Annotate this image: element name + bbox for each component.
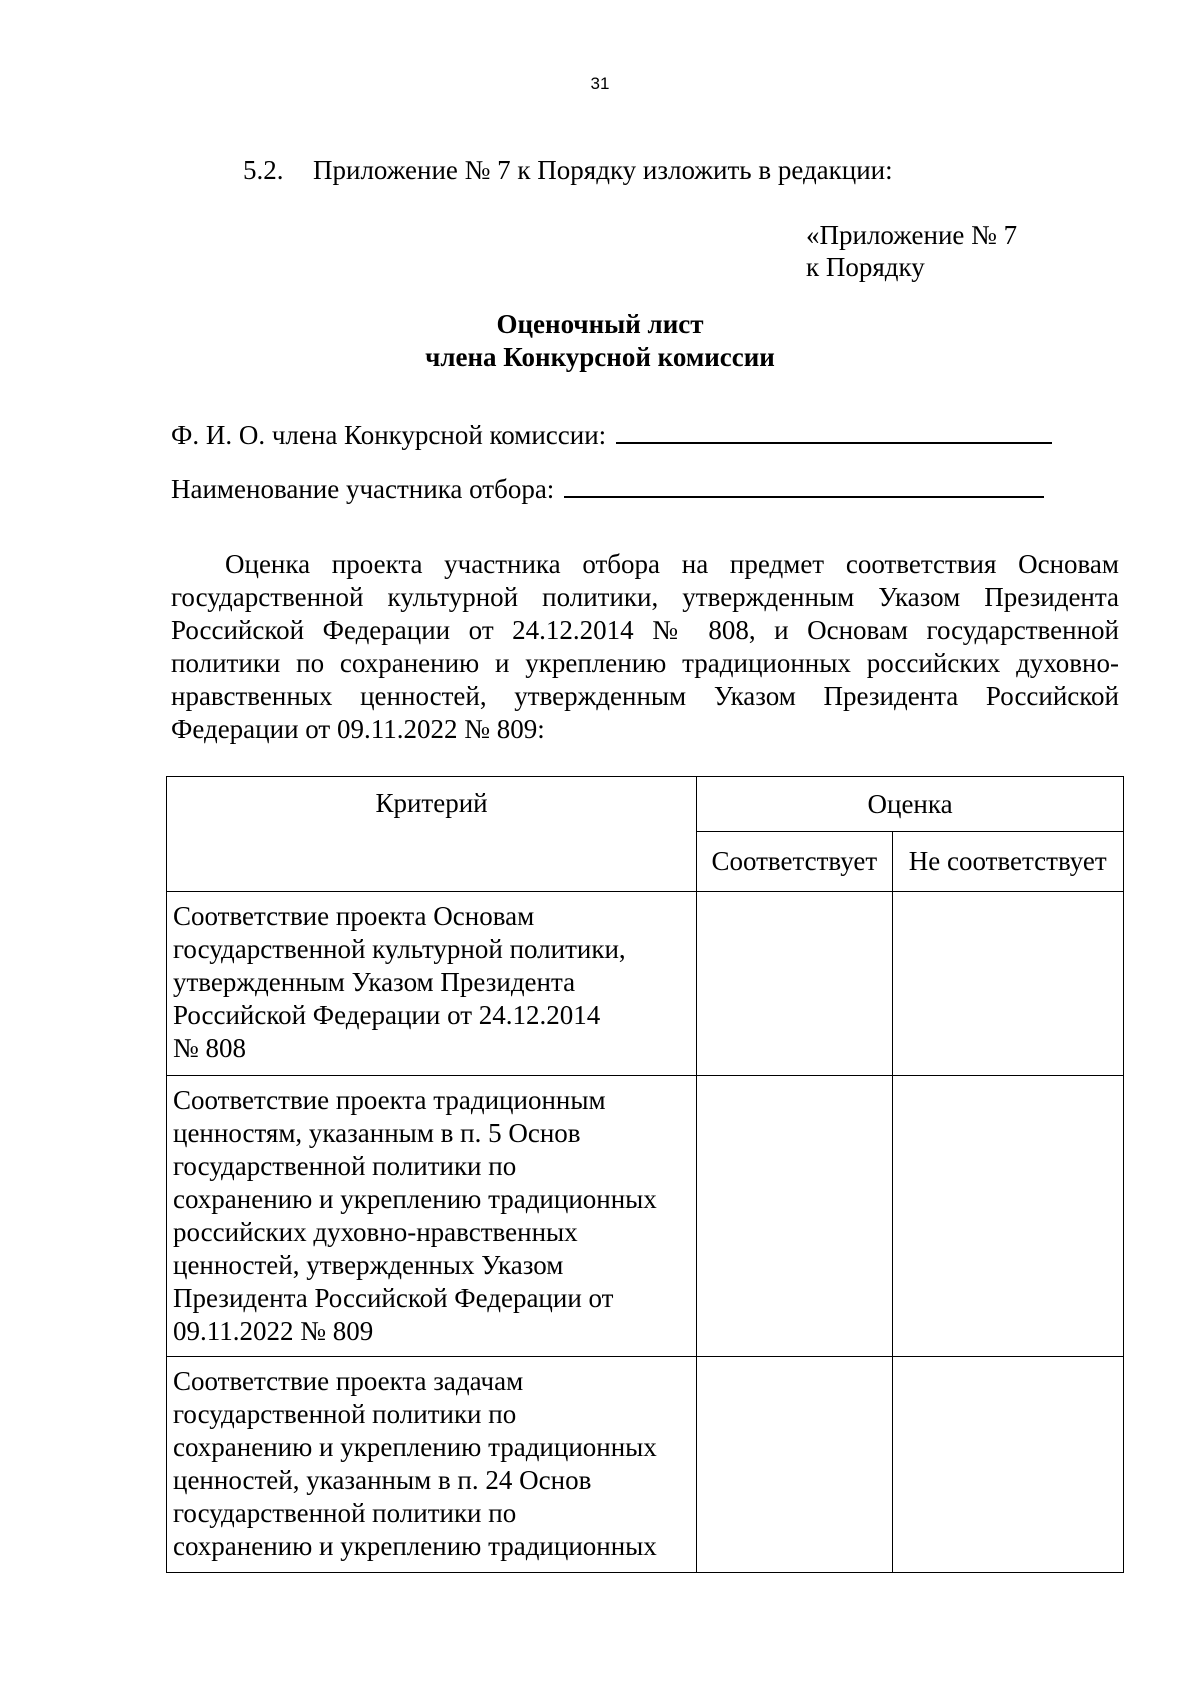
nomatch-cell[interactable] <box>892 1076 1124 1357</box>
criterion-line: российских духовно-нравственных <box>173 1217 578 1247</box>
header-criterion: Критерий <box>167 777 697 892</box>
participant-name-field <box>171 473 1044 505</box>
intro-line: политики по сохранению и укреплению традиционных российских духовно- <box>171 648 1119 678</box>
criterion-line: 09.11.2022 № 809 <box>173 1316 374 1346</box>
criterion-line: сохранению и укреплению традиционных <box>173 1184 657 1214</box>
criterion-line: государственной политики по <box>173 1498 517 1528</box>
member-name-field <box>171 419 1052 451</box>
match-cell[interactable] <box>697 1357 892 1573</box>
match-cell[interactable] <box>697 1076 892 1357</box>
criterion-line: Соответствие проекта задачам <box>173 1366 524 1396</box>
table-row <box>167 1357 1124 1573</box>
criterion-line: ценностей, утвержденных Указом <box>173 1250 564 1280</box>
intro-line: Российской Федерации от 24.12.2014 № 808, и Основам государственной <box>171 615 1119 645</box>
criterion-line: утвержденным Указом Президента <box>173 967 576 997</box>
intro-paragraph <box>171 548 1119 746</box>
criterion-cell <box>167 1076 697 1357</box>
header-score: Оценка <box>697 777 1124 832</box>
criterion-line: ценностей, указанным в п. 24 Основ <box>173 1465 592 1495</box>
criterion-line: Соответствие проекта Основам <box>173 901 535 931</box>
criterion-line: государственной культурной политики, <box>173 934 626 964</box>
criterion-line: сохранению и укреплению традиционных <box>173 1432 657 1462</box>
criterion-line: № 808 <box>173 1033 247 1063</box>
header-match: Соответствует <box>697 832 892 892</box>
criterion-line: ценностям, указанным в п. 5 Основ <box>173 1118 581 1148</box>
table-row <box>167 1076 1124 1357</box>
participant-name-label: Наименование участника отбора: <box>171 474 555 504</box>
nomatch-cell[interactable] <box>892 892 1124 1076</box>
table-row <box>167 892 1124 1076</box>
annex-line-2: к Порядку <box>806 252 925 282</box>
match-cell[interactable] <box>697 892 892 1076</box>
title-line-2: члена Конкурсной комиссии <box>425 342 775 372</box>
criterion-line: государственной политики по <box>173 1399 517 1429</box>
amendment-number: 5.2. <box>243 155 284 185</box>
annex-line-1: «Приложение № 7 <box>806 220 1018 250</box>
participant-name-blank[interactable] <box>564 474 1044 498</box>
criterion-line: Соответствие проекта традиционным <box>173 1085 606 1115</box>
title-line-1: Оценочный лист <box>496 309 704 339</box>
header-nomatch: Не соответствует <box>892 832 1124 892</box>
criterion-cell <box>167 892 697 1076</box>
criterion-line: Российской Федерации от 24.12.2014 <box>173 1000 601 1030</box>
intro-line: нравственных ценностей, утвержденным Указом Президента Российской <box>171 681 1119 711</box>
criterion-line: государственной политики по <box>173 1151 517 1181</box>
member-name-label: Ф. И. О. члена Конкурсной комиссии: <box>171 420 607 450</box>
page-number: 31 <box>590 74 610 93</box>
nomatch-cell[interactable] <box>892 1357 1124 1573</box>
document-title <box>0 308 1200 374</box>
amendment-text: Приложение № 7 к Порядку изложить в редакции: <box>313 155 893 185</box>
intro-line: Оценка проекта участника отбора на предмет соответствия Основам <box>225 549 1119 579</box>
member-name-blank[interactable] <box>616 420 1052 444</box>
amendment-line <box>243 154 893 186</box>
criterion-line: Президента Российской Федерации от <box>173 1283 614 1313</box>
evaluation-table <box>166 776 1124 1573</box>
criterion-cell <box>167 1357 697 1573</box>
annex-reference <box>806 219 1017 283</box>
criterion-line: сохранению и укреплению традиционных <box>173 1531 657 1561</box>
intro-line: Федерации от 09.11.2022 № 809: <box>171 714 545 744</box>
intro-line: государственной культурной политики, утвержденным Указом Президента <box>171 582 1119 612</box>
